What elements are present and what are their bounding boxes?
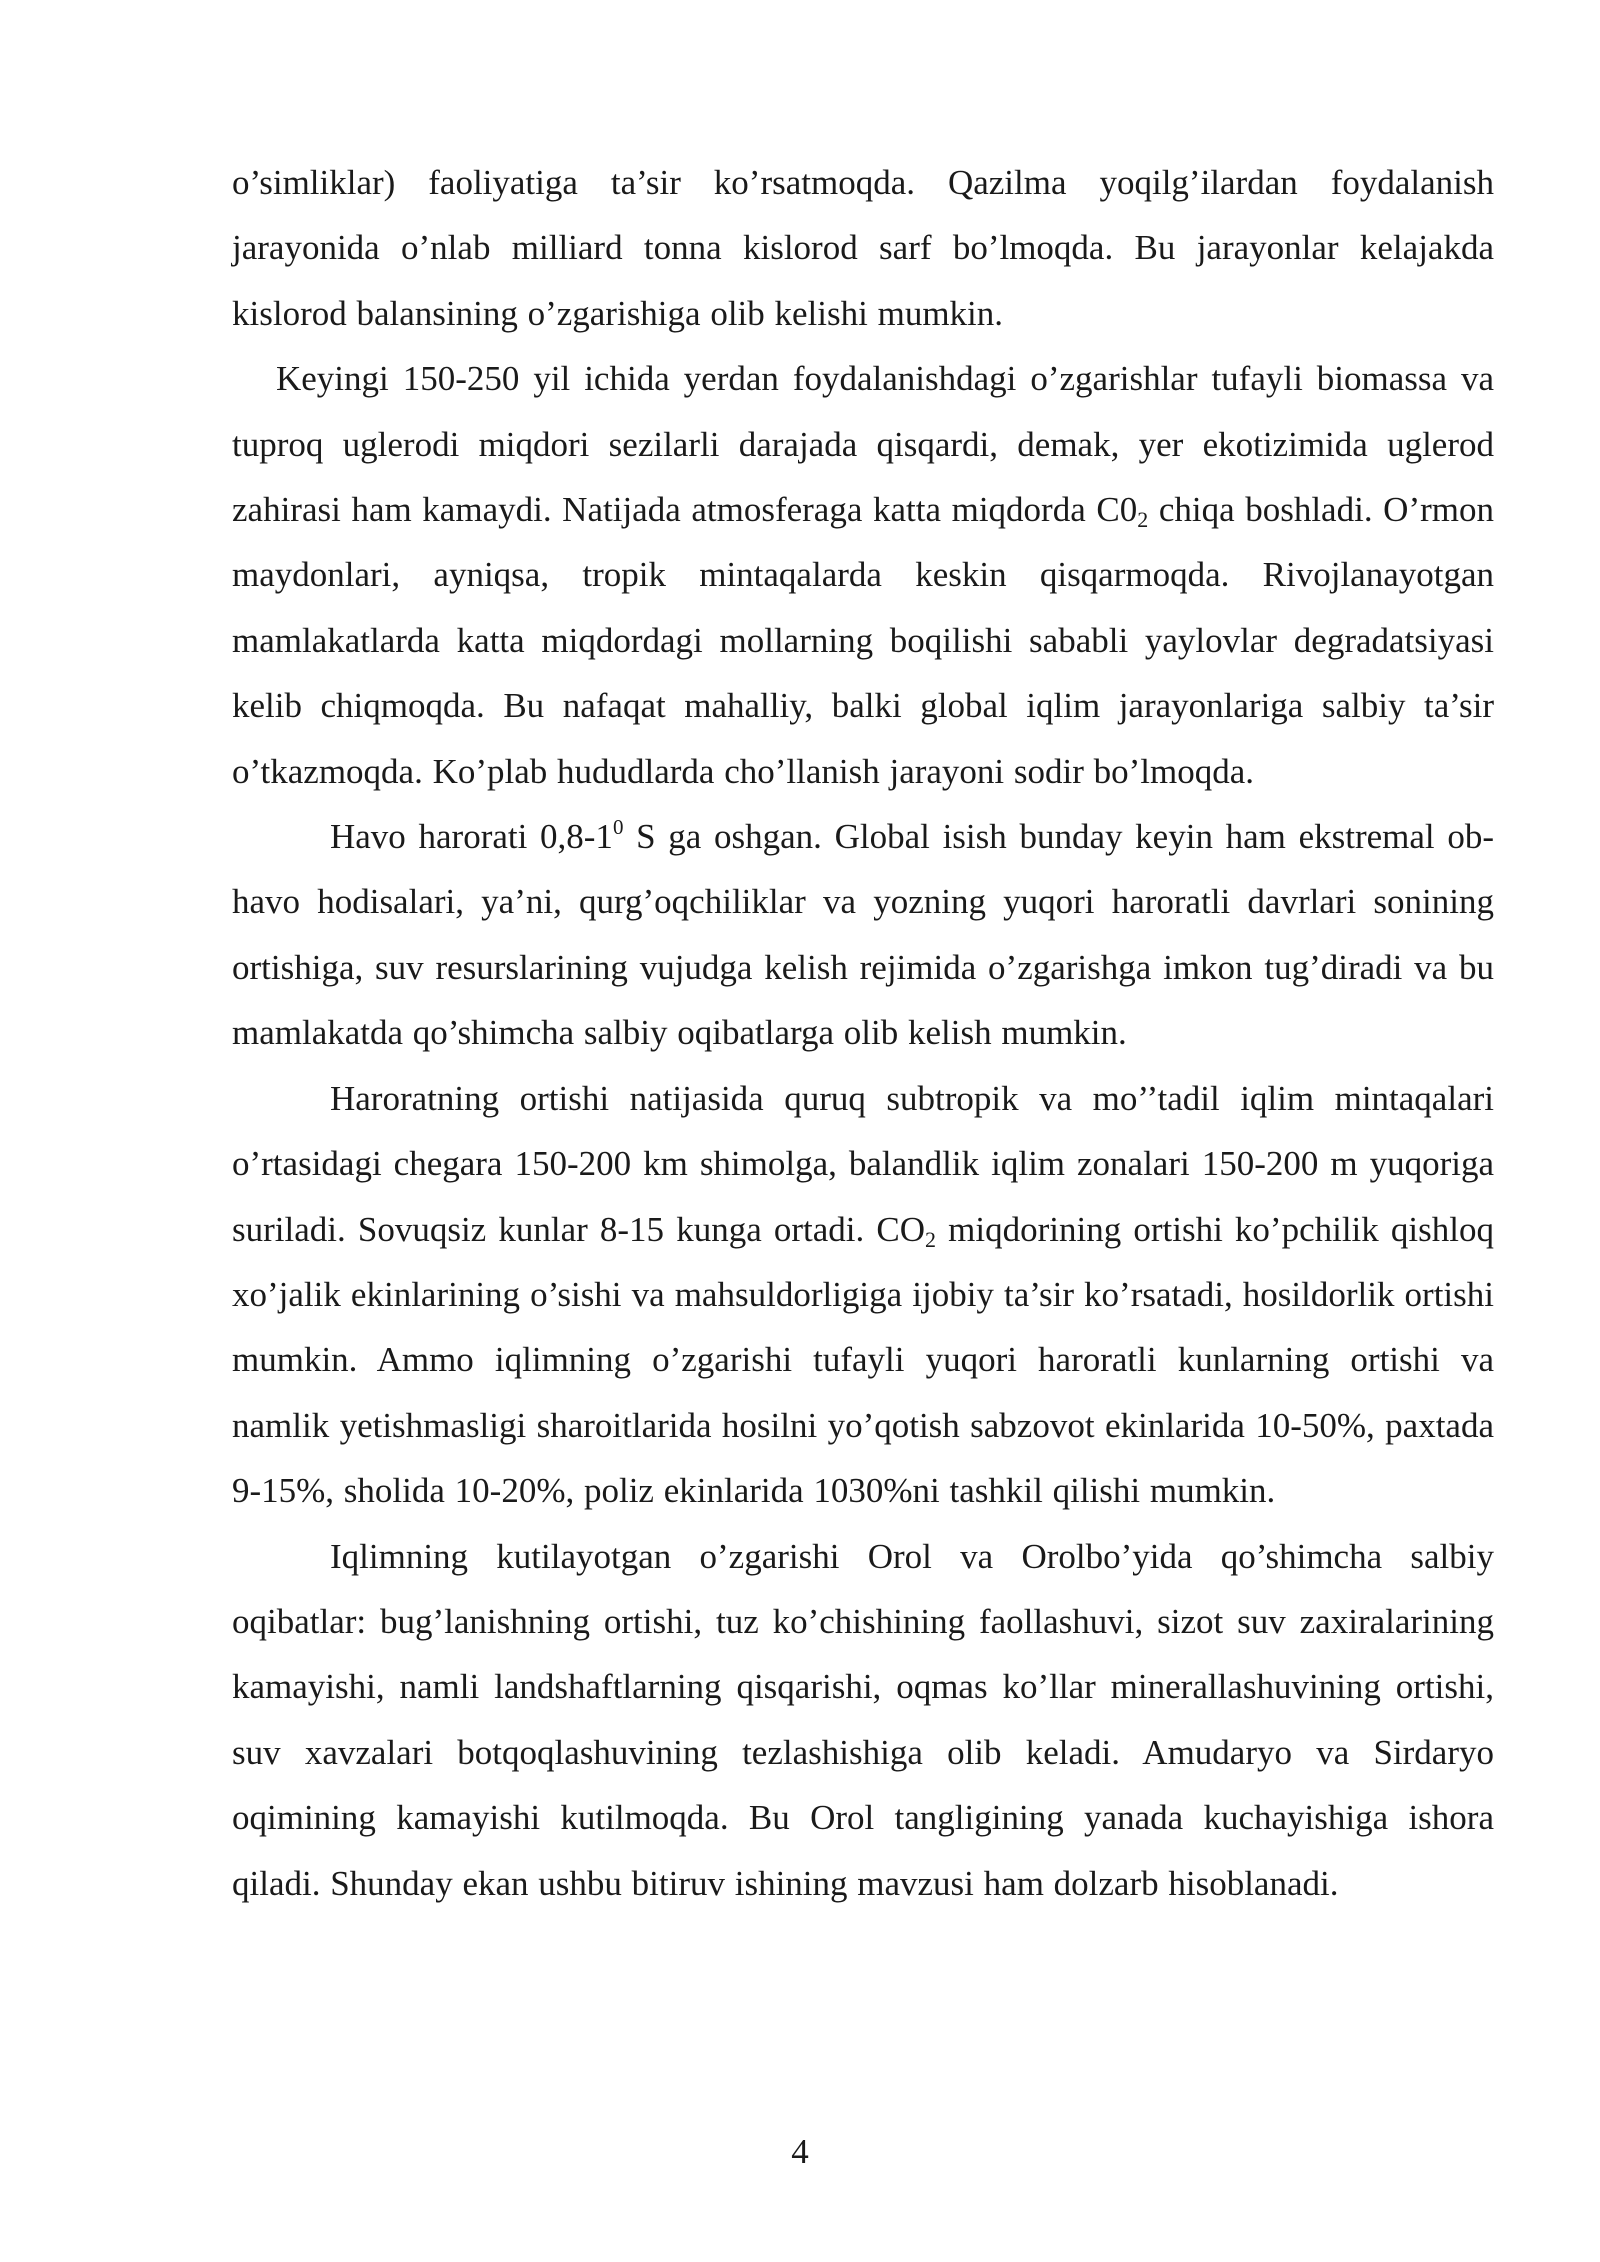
paragraph-4-text-before: Haroratning ortishi natijasida quruq subtropik va mo’’tadil iqlim mintaqalari o’rtasidagi chegara 150-200 km shimolga, balandlik iqlim zonalari 150-200 m yuqoriga suriladi. Sovuqsiz kunlar 8-15 kunga ortadi. CO <box>232 1078 1494 1249</box>
paragraph-2-text-after: chiqa boshladi. O’rmon maydonlari, ayniqsa, tropik mintaqalarda keskin qisqarmoqda. Rivojlanayotgan mamlakatlarda katta miqdordagi mollarning boqilishi sababli yaylovlar degradatsiyasi kelib chiqmoqda. Bu nafaqat mahalliy, balki global iqlim jarayonlariga salbiy ta’sir o’tkazmoqda. Ko’plab hududlarda cho’llanish jarayoni sodir bo’lmoqda. <box>232 490 1494 791</box>
paragraph-3 <box>232 804 1494 1066</box>
co2-subscript: 2 <box>1137 507 1149 533</box>
paragraph-2-text-before: Keyingi 150-250 yil ichida yerdan foydalanishdagi o’zgarishlar tufayli biomassa va tuproq uglerodi miqdori sezilarli darajada qisqardi, demak, yer ekotizimida uglerod zahirasi ham kamaydi. Natijada atmosferaga katta miqdorda C0 <box>232 359 1494 530</box>
paragraph-2 <box>232 346 1494 804</box>
co2-subscript: 2 <box>925 1226 937 1252</box>
paragraph-4-text-after: miqdorining ortishi ko’pchilik qishloq xo’jalik ekinlarining o’sishi va mahsuldorligiga ijobiy ta’sir ko’rsatadi, hosildorlik ortishi mumkin. Ammo iqlimning o’zgarishi tufayli yuqori haroratli kunlarning ortishi va namlik yetishmasligi sharoitlarida hosilni yo’qotish sabzovot ekinlarida 10-50%, paxtada 9-15%, sholida 10-20%, poliz ekinlarida 1030%ni tashkil qilishi mumkin. <box>232 1209 1494 1511</box>
paragraph-3-text-before: Havo harorati 0,8-1 <box>330 817 613 857</box>
paragraph-4 <box>232 1066 1494 1524</box>
paragraph-5: Iqlimning kutilayotgan o’zgarishi Orol va Orolbo’yida qo’shimcha salbiy oqibatlar: bug’lanishning ortishi, tuz ko’chishining faollashuvi, sizot suv zaxiralarining kamayishi, namli landshaftlarning qisqarishi, oqmas ko’llar minerallashuvining ortishi, suv xavzalari botqoqlashuvining tezlashishiga olib keladi. Amudaryo va Sirdaryo oqimining kamayishi kutilmoqda. Bu Orol tangligining yanada kuchayishiga ishora qiladi. Shunday ekan ushbu bitiruv ishining mavzusi ham dolzarb hisoblanadi. <box>232 1536 1494 1903</box>
body-text <box>232 150 1494 1916</box>
paragraph-1: o’simliklar) faoliyatiga ta’sir ko’rsatmoqda. Qazilma yoqilg’ilardan foydalanish jarayonida o’nlab milliard tonna kislorod sarf bo’lmoqda. Bu jarayonlar kelajakda kislorod balansining o’zgarishiga olib kelishi mumkin. <box>232 163 1494 333</box>
paragraph-3-text-after: S ga oshgan. Global isish bunday keyin ham ekstremal ob-havo hodisalari, ya’ni, qurg’oqchiliklar va yozning yuqori haroratli davrlari sonining ortishiga, suv resurslarining vujudga kelish rejimida o’zgarishga imkon tug’diradi va bu mamlakatda qo’shimcha salbiy oqibatlarga olib kelish mumkin. <box>232 817 1494 1053</box>
degree-superscript: 0 <box>612 815 624 840</box>
page-number: 4 <box>791 2132 809 2171</box>
